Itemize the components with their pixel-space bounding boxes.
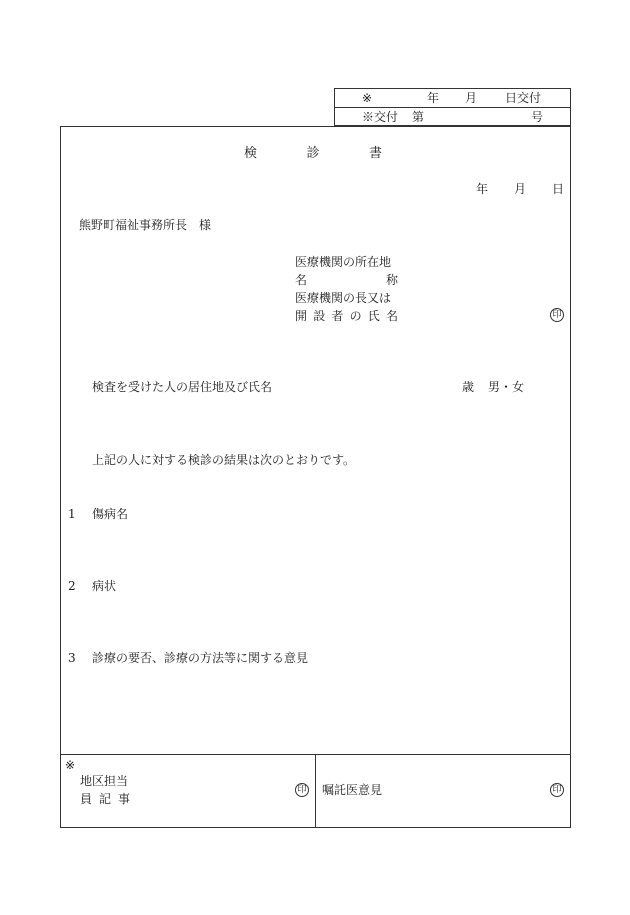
staff-label-line2: [80, 792, 130, 806]
issue-year-label: 年: [427, 91, 440, 105]
section-label-diagnosis: 傷病名: [92, 507, 129, 521]
section-label-condition: 病状: [92, 579, 117, 593]
staff-char: 員: [80, 792, 93, 806]
date-day-label: 日: [552, 182, 565, 196]
founder-char: 者: [331, 309, 344, 323]
title-char: 検: [244, 146, 258, 161]
issue-mark: ※: [362, 91, 373, 105]
issue-number-label: ※交付: [362, 110, 399, 124]
doctor-seal-mark: 印: [550, 783, 564, 797]
section-number: 1: [68, 507, 76, 521]
founder-char: 氏: [367, 309, 380, 323]
staff-char: 記: [98, 792, 111, 806]
addressee: 熊野町福祉事務所長 様: [79, 218, 212, 232]
intro-text: 上記の人に対する検診の結果は次のとおりです。: [92, 453, 356, 467]
institution-head-label: 医療機関の長又は: [295, 291, 392, 305]
staff-char: 事: [117, 792, 130, 806]
staff-label-line1: 地区担当: [80, 774, 129, 788]
examinee-age-unit: 歳: [462, 380, 475, 394]
institution-founder-label: [295, 309, 398, 323]
examinee-sex: 男・女: [488, 380, 525, 394]
name-label-char: 名: [295, 273, 308, 287]
examinee-label: 検査を受けた人の居住地及び氏名: [92, 380, 273, 394]
issue-month-label: 月: [465, 91, 478, 105]
founder-char: 名: [385, 309, 398, 323]
founder-char: 開: [295, 309, 308, 323]
section-label-opinion: 診療の要否、診療の方法等に関する意見: [92, 651, 309, 665]
title-char: 診: [306, 146, 320, 161]
issue-day-label: 日交付: [505, 91, 542, 105]
footer-mark: ※: [65, 758, 76, 772]
issue-dai-label: 第: [412, 110, 425, 124]
institution-address-label: 医療機関の所在地: [295, 255, 392, 269]
date-month-label: 月: [514, 182, 527, 196]
name-label-char: 称: [385, 273, 398, 287]
doctor-opinion-label: 嘱託医意見: [322, 783, 383, 797]
document-title: [244, 147, 382, 161]
title-char: 書: [368, 146, 382, 161]
institution-name-label: [295, 273, 398, 287]
founder-char: 設: [313, 309, 326, 323]
date-year-label: 年: [476, 182, 489, 196]
staff-seal-mark: 印: [295, 783, 309, 797]
issue-box-divider: [334, 107, 571, 108]
issue-go-label: 号: [531, 110, 544, 124]
institution-seal-mark: 印: [550, 308, 564, 322]
footer-column-divider: [315, 754, 316, 828]
section-number: 2: [68, 579, 76, 593]
founder-char: の: [349, 309, 362, 323]
section-number: 3: [68, 651, 76, 665]
